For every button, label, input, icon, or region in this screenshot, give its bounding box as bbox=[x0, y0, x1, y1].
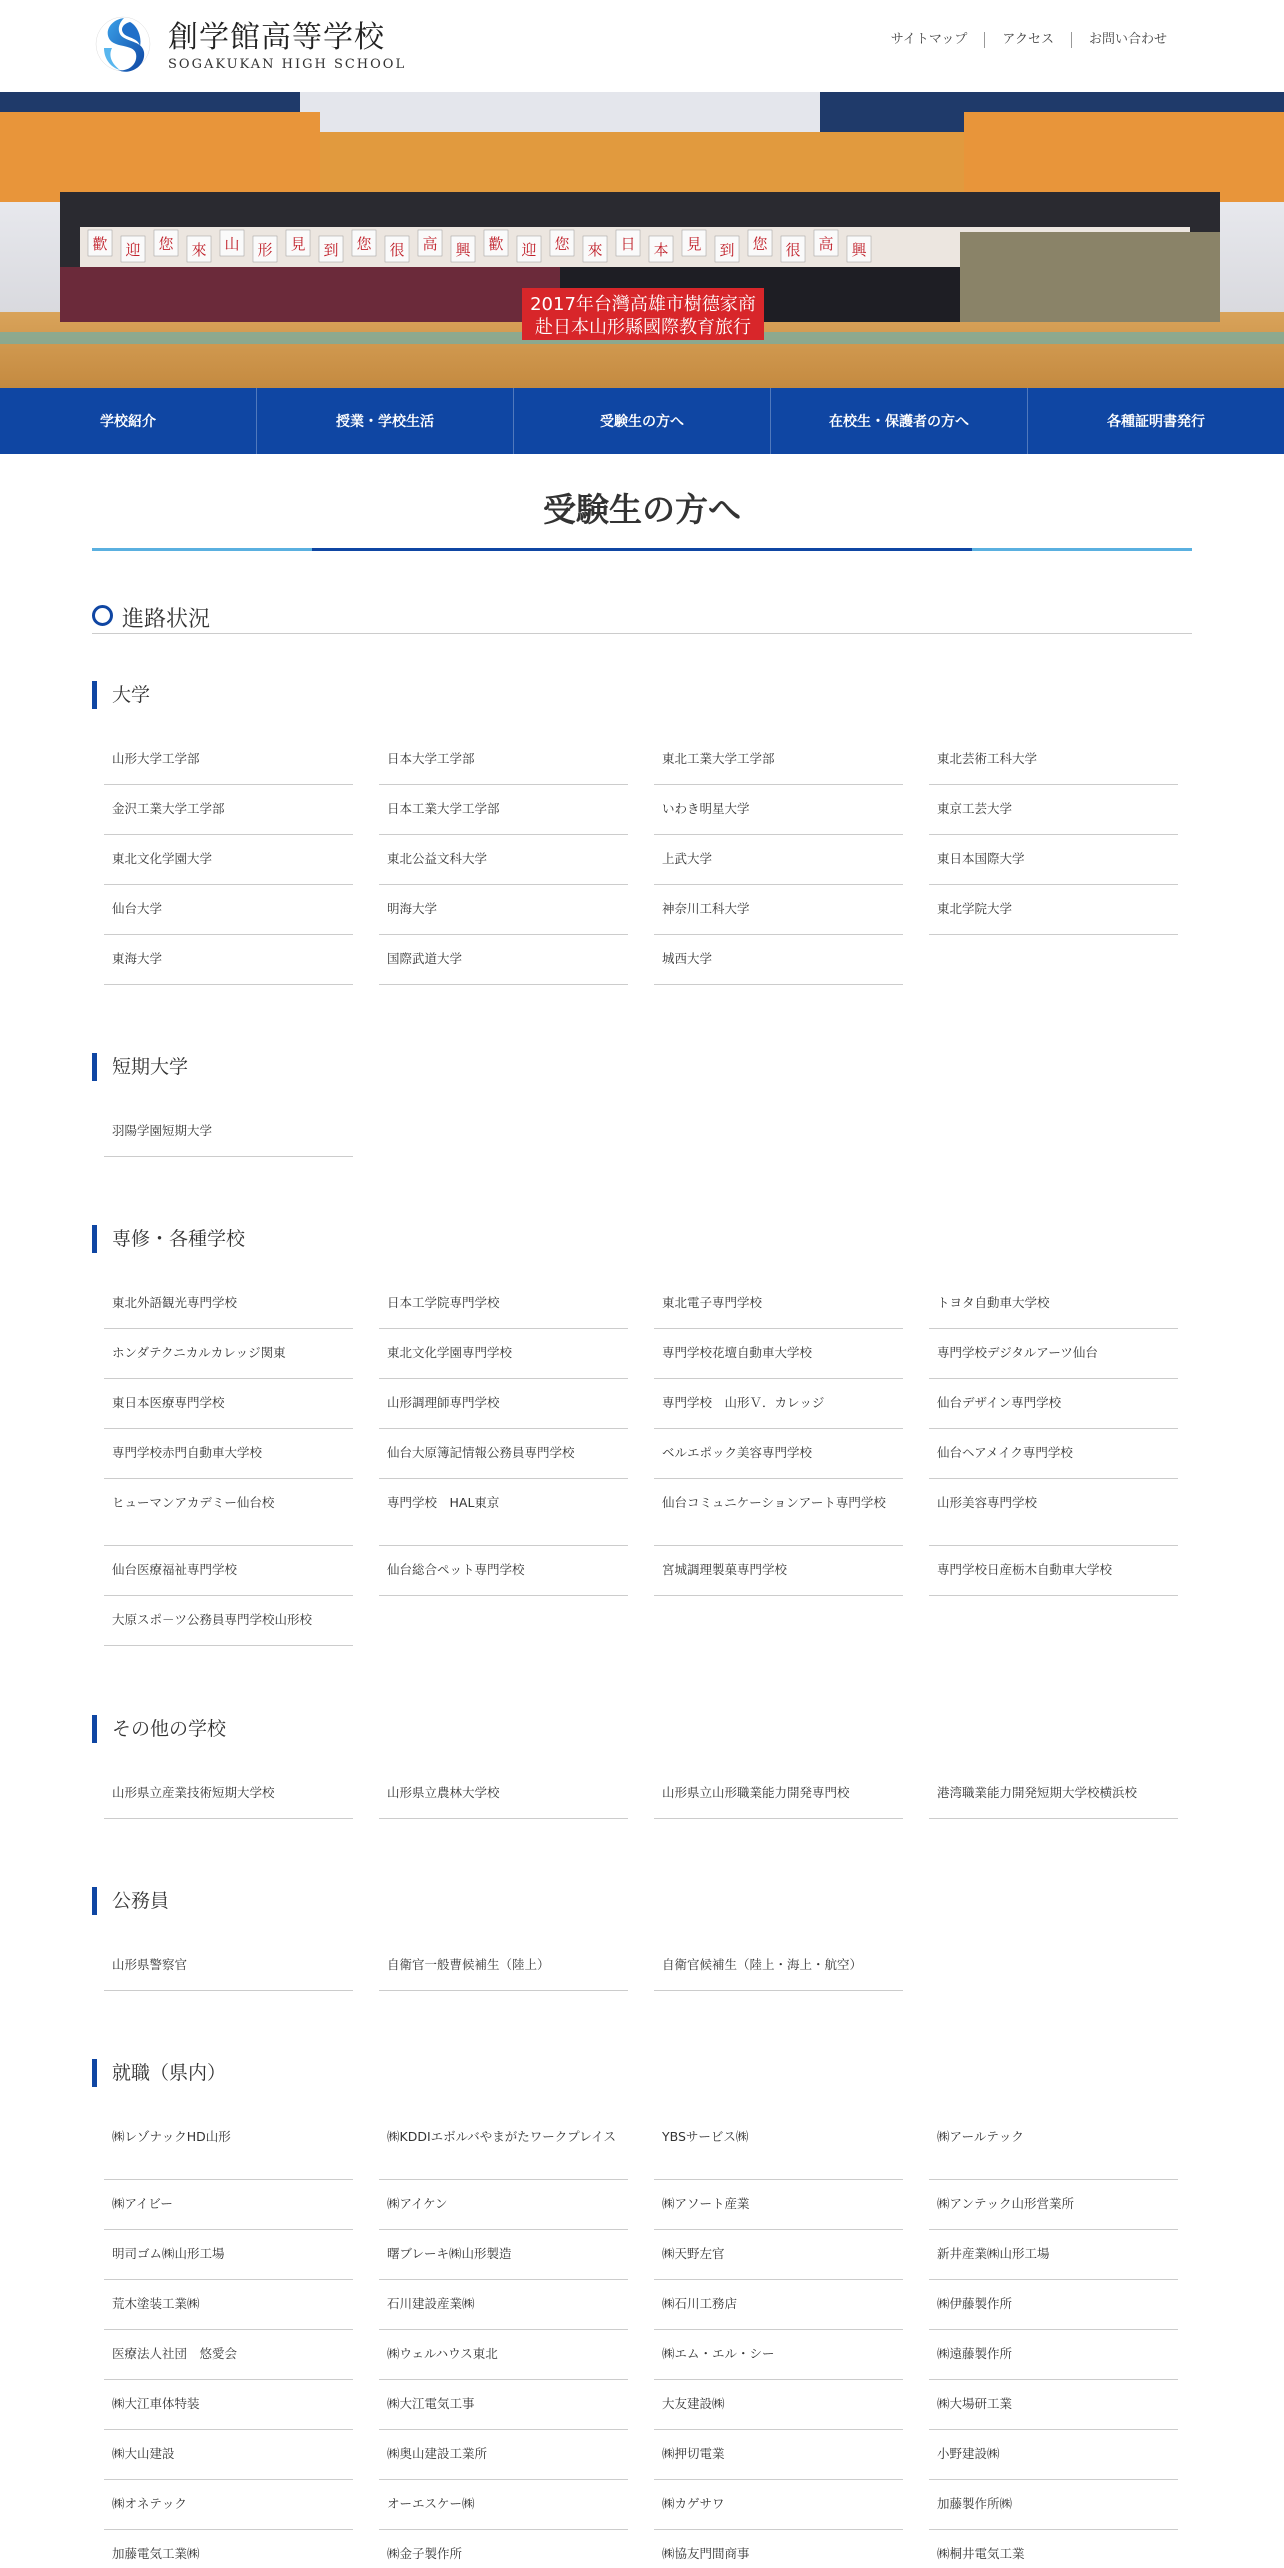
sign-card-char: 來 bbox=[191, 241, 207, 259]
list-item: 仙台デザイン専門学校 bbox=[929, 1379, 1178, 1429]
sign-card-char: 形 bbox=[257, 241, 273, 259]
sign-card-char: 到 bbox=[323, 241, 339, 259]
list-item: 加藤製作所㈱ bbox=[929, 2480, 1178, 2530]
list-item: ㈱天野左官 bbox=[654, 2230, 903, 2280]
list-item: 自衛官一般曹候補生（陸上） bbox=[379, 1941, 628, 1991]
list-item: ㈱金子製作所 bbox=[379, 2530, 628, 2568]
list-item: 曙ブレーキ㈱山形製造 bbox=[379, 2230, 628, 2280]
sign-card-char: 高 bbox=[818, 235, 834, 253]
list-item: 専門学校赤門自動車大学校 bbox=[104, 1429, 353, 1479]
sign-card-char: 歡 bbox=[92, 235, 108, 253]
list-item: いわき明星大学 bbox=[654, 785, 903, 835]
sign-card-char: 很 bbox=[389, 241, 405, 259]
list-item: トヨタ自動車大学校 bbox=[929, 1279, 1178, 1329]
list-item: 仙台ヘアメイク専門学校 bbox=[929, 1429, 1178, 1479]
list-item: 上武大学 bbox=[654, 835, 903, 885]
nav-classes-school-life[interactable]: 授業・学校生活 bbox=[256, 388, 513, 454]
title-underline-accent bbox=[312, 548, 972, 551]
list-item: ヒューマンアカデミー仙台校 bbox=[104, 1479, 353, 1546]
school-list bbox=[104, 1279, 1178, 1646]
list-item: 仙台大学 bbox=[104, 885, 353, 935]
list-item: 小野建設㈱ bbox=[929, 2430, 1178, 2480]
list-item: 大友建設㈱ bbox=[654, 2380, 903, 2430]
list-item: 山形県立山形職業能力開発専門校 bbox=[654, 1769, 903, 1819]
access-link[interactable]: アクセス bbox=[984, 32, 1071, 48]
sign-card-char: 您 bbox=[158, 235, 174, 253]
sign-card-char: 迎 bbox=[125, 241, 141, 259]
school-name-en: SOGAKUKAN HIGH SCHOOL bbox=[168, 57, 407, 72]
hero-banner-line1: 2017年台灣高雄市樹德家商 bbox=[530, 294, 756, 315]
sign-card-char: 高 bbox=[422, 235, 438, 253]
category-employment-local bbox=[92, 2059, 1192, 2561]
category-vocational-school bbox=[92, 1225, 1192, 1627]
list-item: ベルエポック美容専門学校 bbox=[654, 1429, 903, 1479]
school-list bbox=[104, 1107, 1178, 1157]
site-header bbox=[0, 0, 1284, 92]
list-item: ㈱カゲサワ bbox=[654, 2480, 903, 2530]
list-item: 金沢工業大学工学部 bbox=[104, 785, 353, 835]
list-item: ㈱石川工務店 bbox=[654, 2280, 903, 2330]
contact-link[interactable]: お問い合わせ bbox=[1071, 32, 1184, 48]
sitemap-link[interactable]: サイトマップ bbox=[890, 32, 968, 47]
list-item: ホンダテクニカルカレッジ関東 bbox=[104, 1329, 353, 1379]
sign-card-char: 見 bbox=[290, 235, 306, 253]
list-item: 専門学校デジタルアーツ仙台 bbox=[929, 1329, 1178, 1379]
nav-students-parents[interactable]: 在校生・保護者の方へ bbox=[770, 388, 1027, 454]
list-item: 宮城調理製菓専門学校 bbox=[654, 1546, 903, 1596]
sign-card-char: 您 bbox=[554, 235, 570, 253]
sign-card-char: 興 bbox=[455, 241, 471, 259]
list-item: ㈱エム・エル・シー bbox=[654, 2330, 903, 2380]
list-item: 山形美容専門学校 bbox=[929, 1479, 1178, 1546]
hero-group-photo bbox=[0, 92, 1284, 388]
list-item: 東北公益文科大学 bbox=[379, 835, 628, 885]
list-item: 東日本国際大学 bbox=[929, 835, 1178, 885]
sign-card-char: 山 bbox=[224, 235, 240, 253]
school-logo[interactable] bbox=[90, 10, 406, 82]
sign-card-char: 您 bbox=[356, 235, 372, 253]
hero-photo-illustration bbox=[0, 92, 1284, 388]
nav-prospective-students[interactable]: 受験生の方へ bbox=[513, 388, 770, 454]
list-item: ㈱レゾナックHD山形 bbox=[104, 2113, 353, 2180]
list-item: 仙台コミュニケーションアート専門学校 bbox=[654, 1479, 903, 1546]
list-item: 山形大学工学部 bbox=[104, 735, 353, 785]
sign-card-char: 興 bbox=[851, 241, 867, 259]
list-item: 東北電子専門学校 bbox=[654, 1279, 903, 1329]
sign-card-char: 來 bbox=[587, 241, 603, 259]
list-item: ㈱アールテック bbox=[929, 2113, 1178, 2180]
list-item: 城西大学 bbox=[654, 935, 903, 985]
list-item: ㈱協友門間商事 bbox=[654, 2530, 903, 2568]
utility-nav bbox=[874, 32, 1184, 48]
list-item: 東海大学 bbox=[104, 935, 353, 985]
category-other-school bbox=[92, 1715, 1192, 1800]
list-item: 東日本医療専門学校 bbox=[104, 1379, 353, 1429]
list-item: ㈱桐井電気工業 bbox=[929, 2530, 1178, 2568]
list-item: 専門学校花壇自動車大学校 bbox=[654, 1329, 903, 1379]
list-item: オーエスケー㈱ bbox=[379, 2480, 628, 2530]
sign-card-char: 見 bbox=[686, 235, 702, 253]
global-nav bbox=[0, 388, 1284, 454]
category-heading: その他の学校 bbox=[92, 1715, 1192, 1743]
list-item: ㈱大場研工業 bbox=[929, 2380, 1178, 2430]
list-item: 山形県立農林大学校 bbox=[379, 1769, 628, 1819]
sign-card-char: 迎 bbox=[521, 241, 537, 259]
list-item: ㈱アイケン bbox=[379, 2180, 628, 2230]
list-item: 明司ゴム㈱山形工場 bbox=[104, 2230, 353, 2280]
list-item: 仙台総合ペット専門学校 bbox=[379, 1546, 628, 1596]
category-junior-college bbox=[92, 1053, 1192, 1138]
list-item: 山形県立産業技術短期大学校 bbox=[104, 1769, 353, 1819]
category-heading: 短期大学 bbox=[92, 1053, 1192, 1081]
list-item: 羽陽学園短期大学 bbox=[104, 1107, 353, 1157]
list-item: ㈱大江車体特装 bbox=[104, 2380, 353, 2430]
list-item: ㈱大山建設 bbox=[104, 2430, 353, 2480]
school-list bbox=[104, 1941, 1178, 1991]
list-item: 東北外語観光専門学校 bbox=[104, 1279, 353, 1329]
sign-card-char: 很 bbox=[785, 241, 801, 259]
list-item: 山形県警察官 bbox=[104, 1941, 353, 1991]
school-emblem-icon bbox=[90, 10, 156, 82]
hero-banner-line2: 赴日本山形縣國際教育旅行 bbox=[535, 317, 751, 338]
school-list bbox=[104, 2113, 1178, 2568]
list-item: 自衛官候補生（陸上・海上・航空） bbox=[654, 1941, 903, 1991]
list-item: 大原スポ－ツ公務員専門学校山形校 bbox=[104, 1596, 353, 1646]
nav-about-school[interactable]: 学校紹介 bbox=[100, 414, 156, 430]
list-item: 仙台大原簿記情報公務員専門学校 bbox=[379, 1429, 628, 1479]
school-list bbox=[104, 1769, 1178, 1819]
list-item: ㈱ウェルハウス東北 bbox=[379, 2330, 628, 2380]
sign-card-char: 您 bbox=[752, 235, 768, 253]
list-item: ㈱遠藤製作所 bbox=[929, 2330, 1178, 2380]
sign-card-char: 歡 bbox=[488, 235, 504, 253]
category-heading: 専修・各種学校 bbox=[92, 1225, 1192, 1253]
list-item: 専門学校 山形Ｖ．カレッジ bbox=[654, 1379, 903, 1429]
list-item: 専門学校 HAL東京 bbox=[379, 1479, 628, 1546]
category-heading: 就職（県内） bbox=[92, 2059, 1192, 2087]
list-item: 東北学院大学 bbox=[929, 885, 1178, 935]
list-item: 東北文化学園大学 bbox=[104, 835, 353, 885]
list-item: 東京工芸大学 bbox=[929, 785, 1178, 835]
list-item: 神奈川工科大学 bbox=[654, 885, 903, 935]
list-item: 専門学校日産栃木自動車大学校 bbox=[929, 1546, 1178, 1596]
list-item: ㈱アンテック山形営業所 bbox=[929, 2180, 1178, 2230]
list-item: ㈱KDDIエボルバやまがたワークプレイス bbox=[379, 2113, 628, 2180]
list-item: ㈱伊藤製作所 bbox=[929, 2280, 1178, 2330]
nav-certificates[interactable]: 各種証明書発行 bbox=[1027, 388, 1284, 454]
list-item: 加藤電気工業㈱ bbox=[104, 2530, 353, 2568]
list-item: ㈱奥山建設工業所 bbox=[379, 2430, 628, 2480]
list-item: YBSサービス㈱ bbox=[654, 2113, 903, 2180]
category-public-servant bbox=[92, 1887, 1192, 1972]
category-university bbox=[92, 681, 1192, 966]
section-heading bbox=[92, 598, 1192, 634]
circle-bullet-icon bbox=[92, 605, 113, 626]
page-title: 受験生の方へ bbox=[543, 490, 741, 529]
list-item: 国際武道大学 bbox=[379, 935, 628, 985]
category-heading: 大学 bbox=[92, 681, 1192, 709]
list-item: 石川建設産業㈱ bbox=[379, 2280, 628, 2330]
list-item: 港湾職業能力開発短期大学校横浜校 bbox=[929, 1769, 1178, 1819]
sign-card-char: 日 bbox=[620, 235, 636, 253]
list-item: ㈱押切電業 bbox=[654, 2430, 903, 2480]
category-heading: 公務員 bbox=[92, 1887, 1192, 1915]
list-item: 日本大学工学部 bbox=[379, 735, 628, 785]
school-name-jp: 創学館高等学校 bbox=[168, 20, 385, 55]
list-item: 東北芸術工科大学 bbox=[929, 735, 1178, 785]
list-item: 荒木塗装工業㈱ bbox=[104, 2280, 353, 2330]
list-item: 明海大学 bbox=[379, 885, 628, 935]
list-item: 日本工学院専門学校 bbox=[379, 1279, 628, 1329]
list-item: ㈱アイビー bbox=[104, 2180, 353, 2230]
list-item: 東北工業大学工学部 bbox=[654, 735, 903, 785]
list-item: 新井産業㈱山形工場 bbox=[929, 2230, 1178, 2280]
list-item: ㈱アソート産業 bbox=[654, 2180, 903, 2230]
list-item: 仙台医療福祉専門学校 bbox=[104, 1546, 353, 1596]
list-item: ㈱オネテック bbox=[104, 2480, 353, 2530]
sign-card-char: 本 bbox=[653, 241, 669, 259]
school-list bbox=[104, 735, 1178, 985]
list-item: 医療法人社団 悠愛会 bbox=[104, 2330, 353, 2380]
list-item: 山形調理師専門学校 bbox=[379, 1379, 628, 1429]
list-item: 東北文化学園専門学校 bbox=[379, 1329, 628, 1379]
list-item: ㈱大江電気工事 bbox=[379, 2380, 628, 2430]
list-item: 日本工業大学工学部 bbox=[379, 785, 628, 835]
section-title: 進路状況 bbox=[122, 607, 211, 632]
sign-card-char: 到 bbox=[719, 241, 735, 259]
